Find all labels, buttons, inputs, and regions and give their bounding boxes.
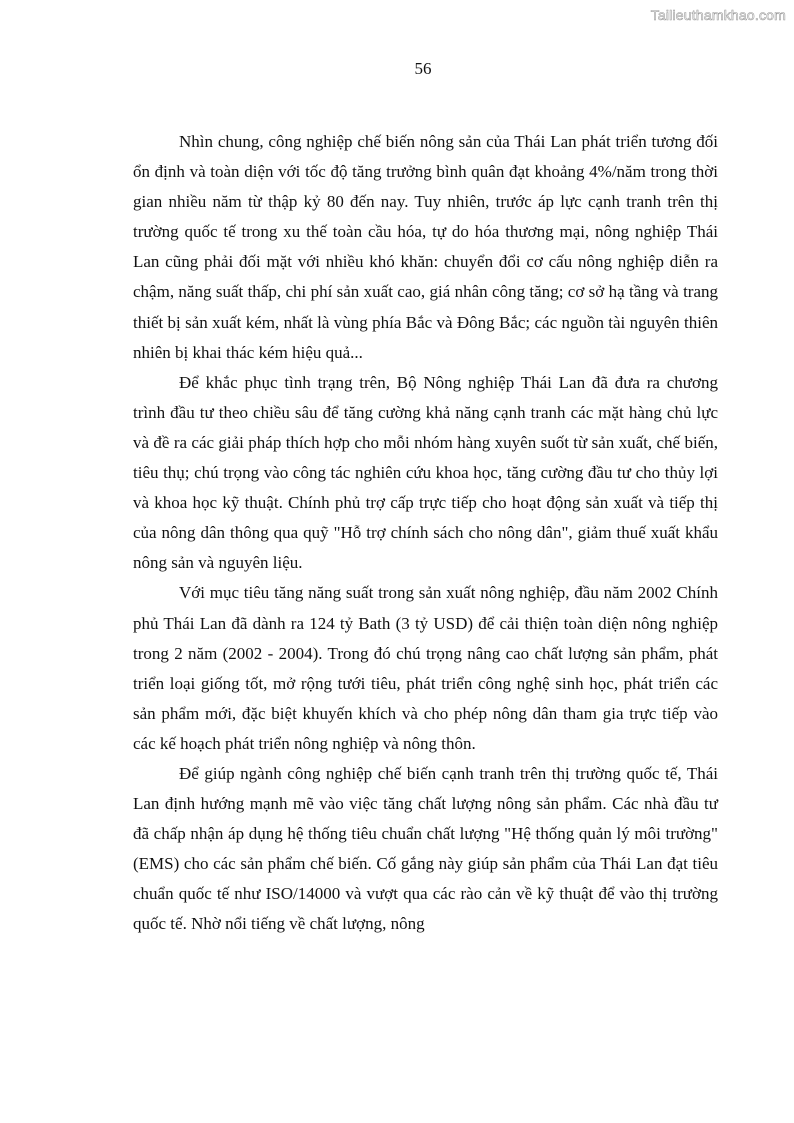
document-body [133,127,718,940]
page-number: 56 [414,59,432,78]
paragraph-2: Để khắc phục tình trạng trên, Bộ Nông nghiệp Thái Lan đã đưa ra chương trình đầu tư theo chiều sâu để tăng cường khả năng cạnh tranh các mặt hàng chủ lực và đề ra các giải pháp thích hợp cho mỗi nhóm hàng xuyên suốt từ sản xuất, chế biến, tiêu thụ; chú trọng vào công tác nghiên cứu khoa học, tăng cường đầu tư cho thủy lợi và khoa học kỹ thuật. Chính phủ trợ cấp trực tiếp cho hoạt động sản xuất và tiếp thị của nông dân thông qua quỹ "Hỗ trợ chính sách cho nông dân", giảm thuế xuất khẩu nông sản và nguyên liệu. [133,372,718,573]
watermark: Tailieuthamkhao.com [650,7,786,23]
paragraph-4: Để giúp ngành công nghiệp chế biến cạnh tranh trên thị trường quốc tế, Thái Lan định hướng mạnh mẽ vào việc tăng chất lượng nông sản phẩm. Các nhà đầu tư đã chấp nhận áp dụng hệ thống tiêu chuẩn chất lượng "Hệ thống quản lý môi trường" (EMS) cho các sản phẩm chế biến. Cố gắng này giúp sản phẩm của Thái Lan đạt tiêu chuẩn quốc tế như ISO/14000 và vượt qua các rào cản về kỹ thuật để vào thị trường quốc tế. Nhờ nổi tiếng về chất lượng, nông [133,763,718,934]
paragraph-1: Nhìn chung, công nghiệp chế biến nông sản của Thái Lan phát triển tương đối ổn định và toàn diện với tốc độ tăng trưởng bình quân đạt khoảng 4%/năm trong thời gian nhiều năm từ thập kỷ 80 đến nay. Tuy nhiên, trước áp lực cạnh tranh trên thị trường quốc tế trong xu thế toàn cầu hóa, tự do hóa thương mại, nông nghiệp Thái Lan cũng phải đối mặt với nhiều khó khăn: chuyển đổi cơ cấu nông nghiệp diễn ra chậm, năng suất thấp, chi phí sản xuất cao, giá nhân công tăng; cơ sở hạ tầng và trang thiết bị sản xuất kém, nhất là vùng phía Bắc và Đông Bắc; các nguồn tài nguyên thiên nhiên bị khai thác kém hiệu quả... [133,132,718,362]
paragraph-3: Với mục tiêu tăng năng suất trong sản xuất nông nghiệp, đầu năm 2002 Chính phủ Thái Lan đã dành ra 124 tỷ Bath (3 tỷ USD) để cải thiện toàn diện nông nghiệp trong 2 năm (2002 - 2004). Trong đó chú trọng nâng cao chất lượng sản phẩm, phát triển loại giống tốt, mở rộng tưới tiêu, phát triển công nghệ sinh học, phát triển các sản phẩm mới, đặc biệt khuyến khích và cho phép nông dân tham gia trực tiếp vào các kế hoạch phát triển nông nghiệp và nông thôn. [133,583,718,753]
